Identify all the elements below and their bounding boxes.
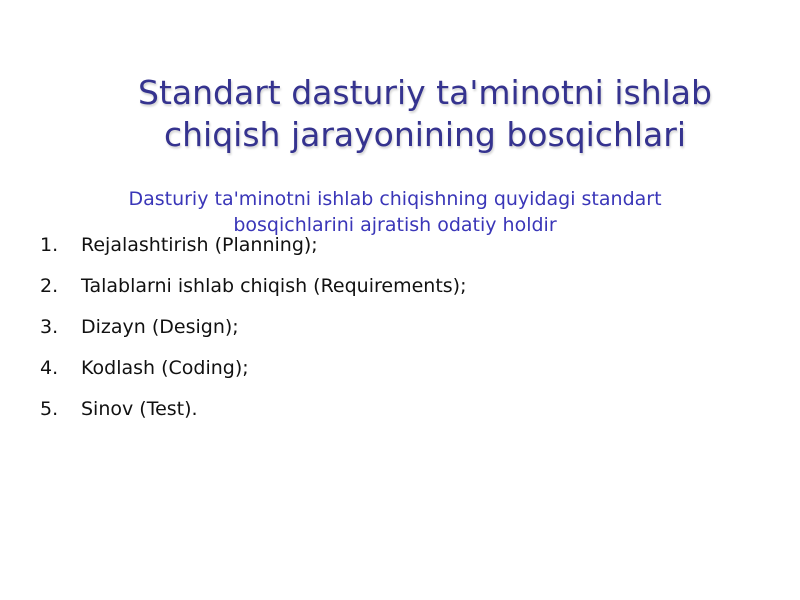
list-item-number: 5. xyxy=(40,398,59,420)
list-item-text: Rejalashtirish (Planning); xyxy=(81,234,318,256)
list-item-text: Kodlash (Coding); xyxy=(81,357,249,379)
list-item-number: 3. xyxy=(40,316,59,338)
list-item-text: Sinov (Test). xyxy=(81,398,198,420)
list-item xyxy=(40,353,740,394)
list-item-number: 1. xyxy=(40,234,59,256)
list-item xyxy=(40,312,740,353)
list-item xyxy=(40,271,740,312)
slide-title: Standart dasturiy ta'minotni ishlab chiqish jarayonining bosqichlari xyxy=(138,73,712,154)
list-item-number: 4. xyxy=(40,357,59,379)
list-item-text: Talablarni ishlab chiqish (Requirements); xyxy=(81,275,467,297)
list-item-number: 2. xyxy=(40,275,59,297)
steps-list xyxy=(40,230,740,435)
list-item xyxy=(40,230,740,271)
list-item xyxy=(40,394,740,435)
slide-subtitle: Dasturiy ta'minotni ishlab chiqishning quyidagi standart bosqichlarini ajratish odatiy holdir xyxy=(128,188,662,236)
list-item-text: Dizayn (Design); xyxy=(81,316,239,338)
